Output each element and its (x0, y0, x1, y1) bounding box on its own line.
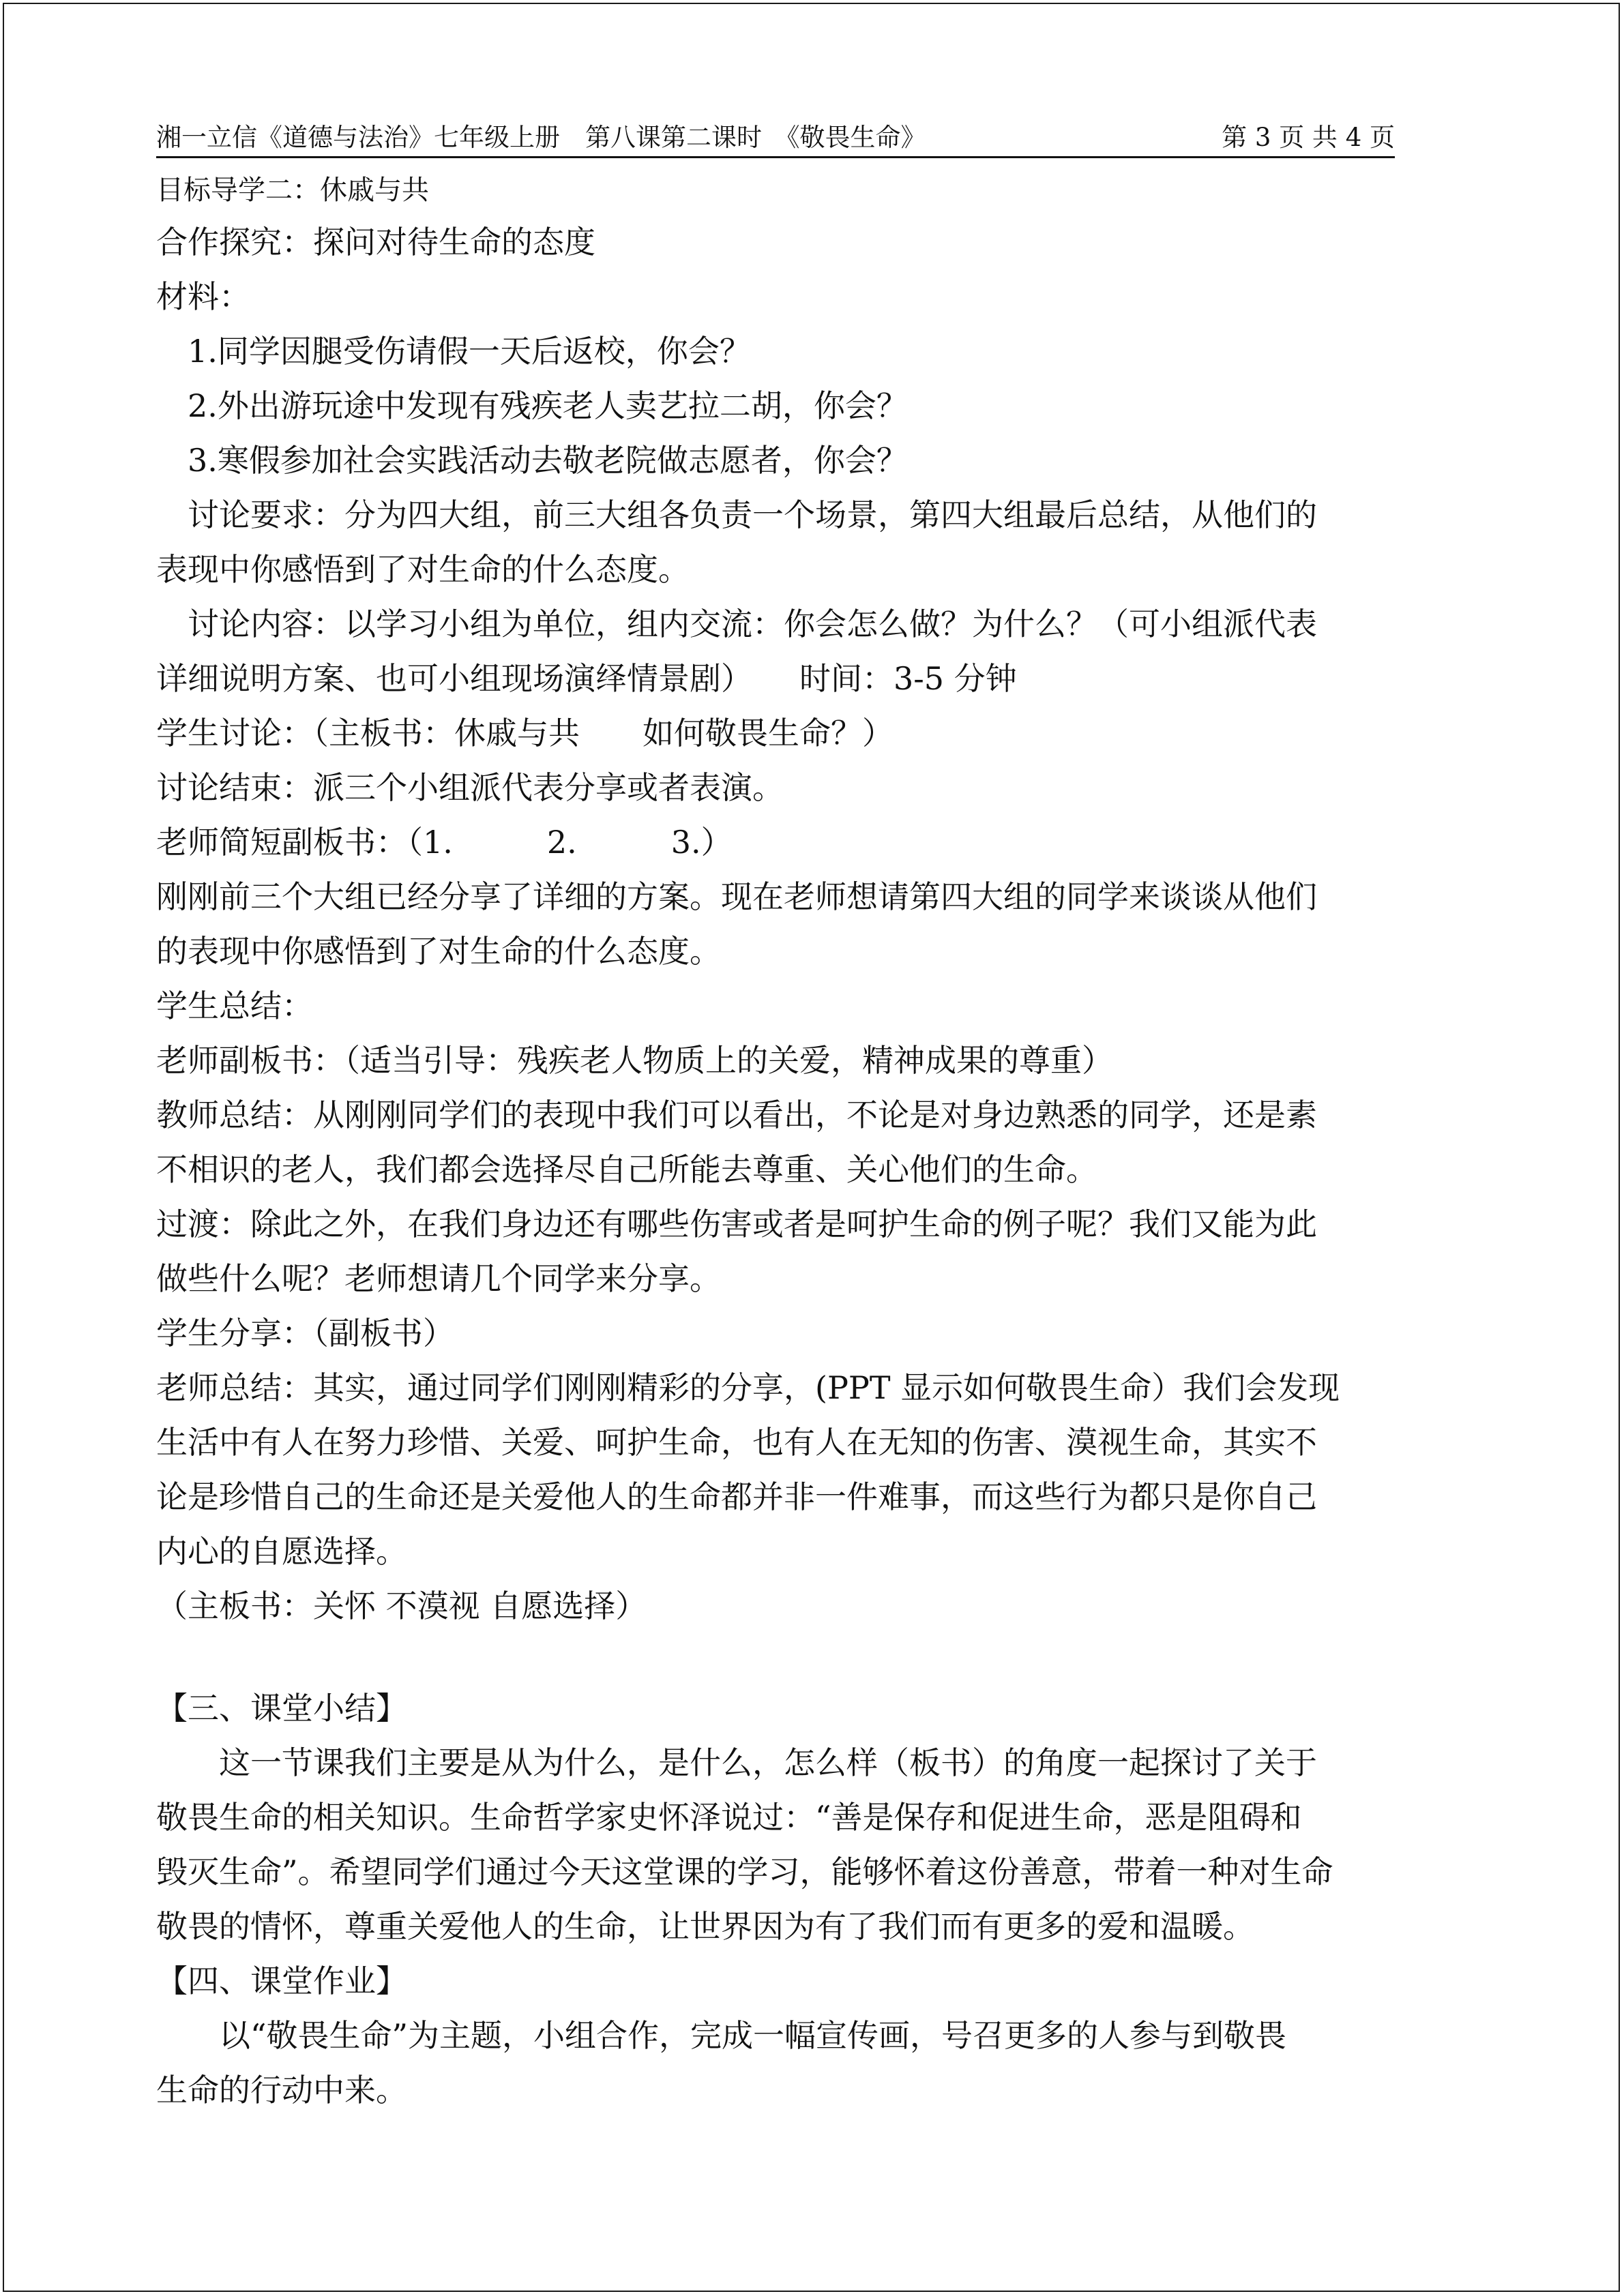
blank-line (156, 1633, 1395, 1681)
text-line: 内心的自愿选择。 (156, 1533, 407, 1570)
text-line: 敬畏的情怀，尊重关爱他人的生命，让世界因为有了我们而有更多的爱和温暖。 (156, 1908, 1254, 1945)
material-item-1: 1.同学因腿受伤请假一天后返校，你会？ (156, 333, 751, 370)
text-line: 做些什么呢？老师想请几个同学来分享。 (156, 1260, 721, 1297)
text-line: 材料： (156, 278, 250, 315)
text-line: 过渡：除此之外，在我们身边还有哪些伤害或者是呵护生命的例子呢？我们又能为此 (156, 1206, 1317, 1242)
text-line: 生命的行动中来。 (156, 2072, 407, 2108)
text-line: 老师简短副板书：（1. 2. 3.） (156, 824, 733, 861)
text-line: 毁灭生命”。希望同学们通过今天这堂课的学习，能够怀着这份善意，带着一种对生命 (156, 1853, 1333, 1890)
section-heading-homework: 【四、课堂作业】 (156, 1963, 407, 1999)
material-item-2: 2.外出游玩途中发现有残疾老人卖艺拉二胡，你会？ (156, 387, 908, 424)
text-line: 教师总结：从刚刚同学们的表现中我们可以看出，不论是对身边熟悉的同学，还是素 (156, 1097, 1317, 1133)
text-line: 讨论内容：以学习小组为单位，组内交流：你会怎么做？为什么？（可小组派代表 (156, 606, 1317, 642)
text-line: 学生讨论：（主板书：休戚与共 如何敬畏生命？） (156, 715, 894, 751)
page-header (156, 119, 1395, 157)
header-rule (156, 156, 1395, 158)
text-line: 讨论结束：派三个小组派代表分享或者表演。 (156, 769, 784, 806)
text-line: 的表现中你感悟到了对生命的什么态度。 (156, 933, 721, 970)
section-heading-goal-two: 目标导学二：休戚与共 (156, 175, 429, 206)
text-line: 生活中有人在努力珍惜、关爱、呵护生命，也有人在无知的伤害、漠视生命，其实不 (156, 1424, 1317, 1461)
text-line: 这一节课我们主要是从为什么，是什么，怎么样（板书）的角度一起探讨了关于 (156, 1744, 1317, 1781)
text-line: 以“敬畏生命”为主题，小组合作，完成一幅宣传画，号召更多的人参与到敬畏 (156, 2017, 1287, 2054)
document-body (156, 166, 1395, 2117)
text-line: 学生总结： (156, 987, 313, 1024)
text-line: 详细说明方案、也可小组现场演绎情景剧） 时间：3-5 分钟 (156, 660, 1017, 697)
material-item-3: 3.寒假参加社会实践活动去敬老院做志愿者，你会？ (156, 442, 908, 479)
text-line: 表现中你感悟到了对生命的什么态度。 (156, 551, 690, 588)
text-line: 刚刚前三个大组已经分享了详细的方案。现在老师想请第四大组的同学来谈谈从他们 (156, 878, 1317, 915)
text-line: 老师副板书：（适当引导：残疾老人物质上的关爱，精神成果的尊重） (156, 1042, 1113, 1079)
text-line: 合作探究：探问对待生命的态度 (156, 224, 595, 260)
text-line: 敬畏生命的相关知识。生命哲学家史怀泽说过：“善是保存和促进生命，恶是阻碍和 (156, 1799, 1302, 1836)
section-heading-summary: 【三、课堂小结】 (156, 1690, 407, 1727)
text-line: （主板书：关怀 不漠视 自愿选择） (156, 1587, 647, 1624)
page-number: 第 3 页 共 4 页 (1222, 123, 1395, 152)
text-line: 不相识的老人，我们都会选择尽自己所能去尊重、关心他们的生命。 (156, 1151, 1097, 1188)
text-line: 讨论要求：分为四大组，前三大组各负责一个场景，第四大组最后总结，从他们的 (156, 496, 1317, 533)
header-title: 湘一立信《道德与法治》七年级上册 第八课第二课时 《敬畏生命》 (156, 123, 926, 152)
text-line: 学生分享：（副板书） (156, 1315, 454, 1352)
text-line: 论是珍惜自己的生命还是关爱他人的生命都并非一件难事，而这些行为都只是你自己 (156, 1478, 1317, 1515)
text-line: 老师总结：其实，通过同学们刚刚精彩的分享，(PPT 显示如何敬畏生命）我们会发现 (156, 1369, 1340, 1406)
